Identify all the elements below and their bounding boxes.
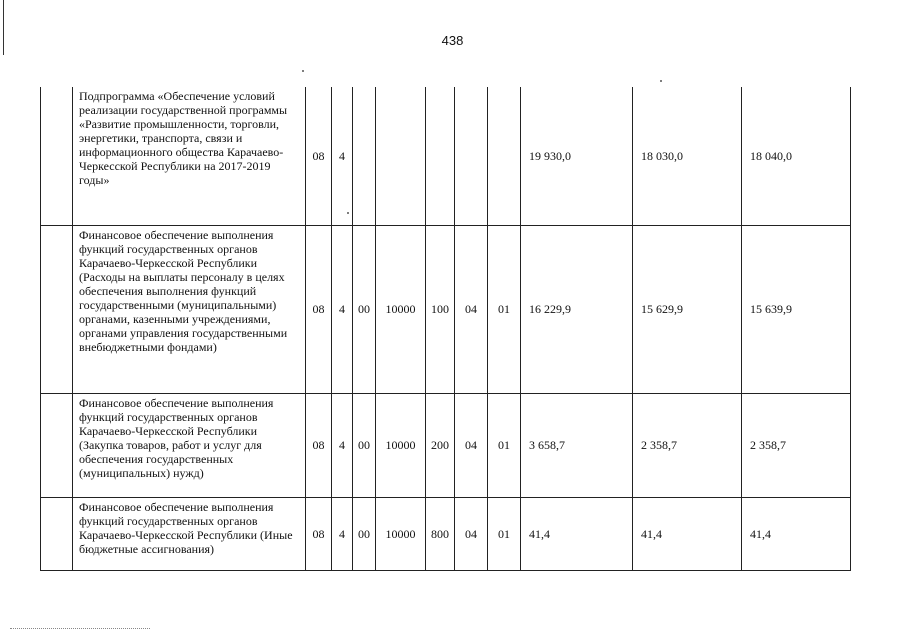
code-cell: 04 xyxy=(455,497,488,570)
table-row xyxy=(41,497,851,570)
table-row xyxy=(41,87,851,225)
code-cell: 04 xyxy=(455,225,488,393)
code-cell: 08 xyxy=(306,393,332,497)
code-cell: 10000 xyxy=(376,497,426,570)
code-cell: 00 xyxy=(353,393,376,497)
code-cell: 00 xyxy=(353,225,376,393)
scan-speck xyxy=(302,70,304,72)
number-cell xyxy=(41,497,73,570)
scan-speck xyxy=(660,80,662,82)
code-cell xyxy=(376,87,426,225)
code-cell: 00 xyxy=(353,497,376,570)
amount-cell: 19 930,0 xyxy=(521,87,633,225)
row-name: Финансовое обеспечение выполнения функций государственных органов Карачаево-Черкесской Республики (Расходы на выплаты персоналу в целях обеспечения выполнения функций государственными (муниципальными) органами, казенными учреждениями, органами управления государственными внебюджетными фондами) xyxy=(73,225,306,393)
amount-cell: 41,4 xyxy=(633,497,742,570)
row-name: Финансовое обеспечение выполнения функций государственных органов Карачаево-Черкесской Республики (Иные бюджетные ассигнования) xyxy=(73,497,306,570)
code-cell: 08 xyxy=(306,87,332,225)
code-cell: 10000 xyxy=(376,393,426,497)
code-cell: 10000 xyxy=(376,225,426,393)
code-cell: 08 xyxy=(306,225,332,393)
scan-edge-noise xyxy=(10,628,150,637)
code-cell: 01 xyxy=(488,497,521,570)
code-cell: 01 xyxy=(488,393,521,497)
amount-cell: 41,4 xyxy=(521,497,633,570)
code-cell: 100 xyxy=(426,225,455,393)
code-cell: 4 xyxy=(332,393,353,497)
budget-table xyxy=(40,87,851,571)
code-cell: 200 xyxy=(426,393,455,497)
number-cell xyxy=(41,87,73,225)
amount-cell: 41,4 xyxy=(742,497,851,570)
code-cell: 08 xyxy=(306,497,332,570)
scan-speck xyxy=(347,212,349,214)
amount-cell: 18 030,0 xyxy=(633,87,742,225)
number-cell xyxy=(41,393,73,497)
code-cell xyxy=(455,87,488,225)
number-cell xyxy=(41,225,73,393)
code-cell xyxy=(488,87,521,225)
amount-cell: 3 658,7 xyxy=(521,393,633,497)
code-cell: 800 xyxy=(426,497,455,570)
code-cell xyxy=(426,87,455,225)
table-row xyxy=(41,393,851,497)
code-cell: 4 xyxy=(332,225,353,393)
code-cell xyxy=(353,87,376,225)
amount-cell: 2 358,7 xyxy=(633,393,742,497)
amount-cell: 15 629,9 xyxy=(633,225,742,393)
amount-cell: 18 040,0 xyxy=(742,87,851,225)
table-row xyxy=(41,225,851,393)
amount-cell: 16 229,9 xyxy=(521,225,633,393)
code-cell: 04 xyxy=(455,393,488,497)
page-number: 438 xyxy=(441,33,464,48)
code-cell: 4 xyxy=(332,497,353,570)
row-name: Подпрограмма «Обеспечение условий реализации государственной программы «Развитие промышленности, торговли, энергетики, транспорта, связи и информационного общества Карачаево-Черкесской Республики на 2017-2019 годы» xyxy=(73,87,306,225)
code-cell: 4 xyxy=(332,87,353,225)
amount-cell: 2 358,7 xyxy=(742,393,851,497)
amount-cell: 15 639,9 xyxy=(742,225,851,393)
code-cell: 01 xyxy=(488,225,521,393)
row-name: Финансовое обеспечение выполнения функций государственных органов Карачаево-Черкесской Республики (Закупка товаров, работ и услуг для обеспечения государственных (муниципальных) нужд) xyxy=(73,393,306,497)
